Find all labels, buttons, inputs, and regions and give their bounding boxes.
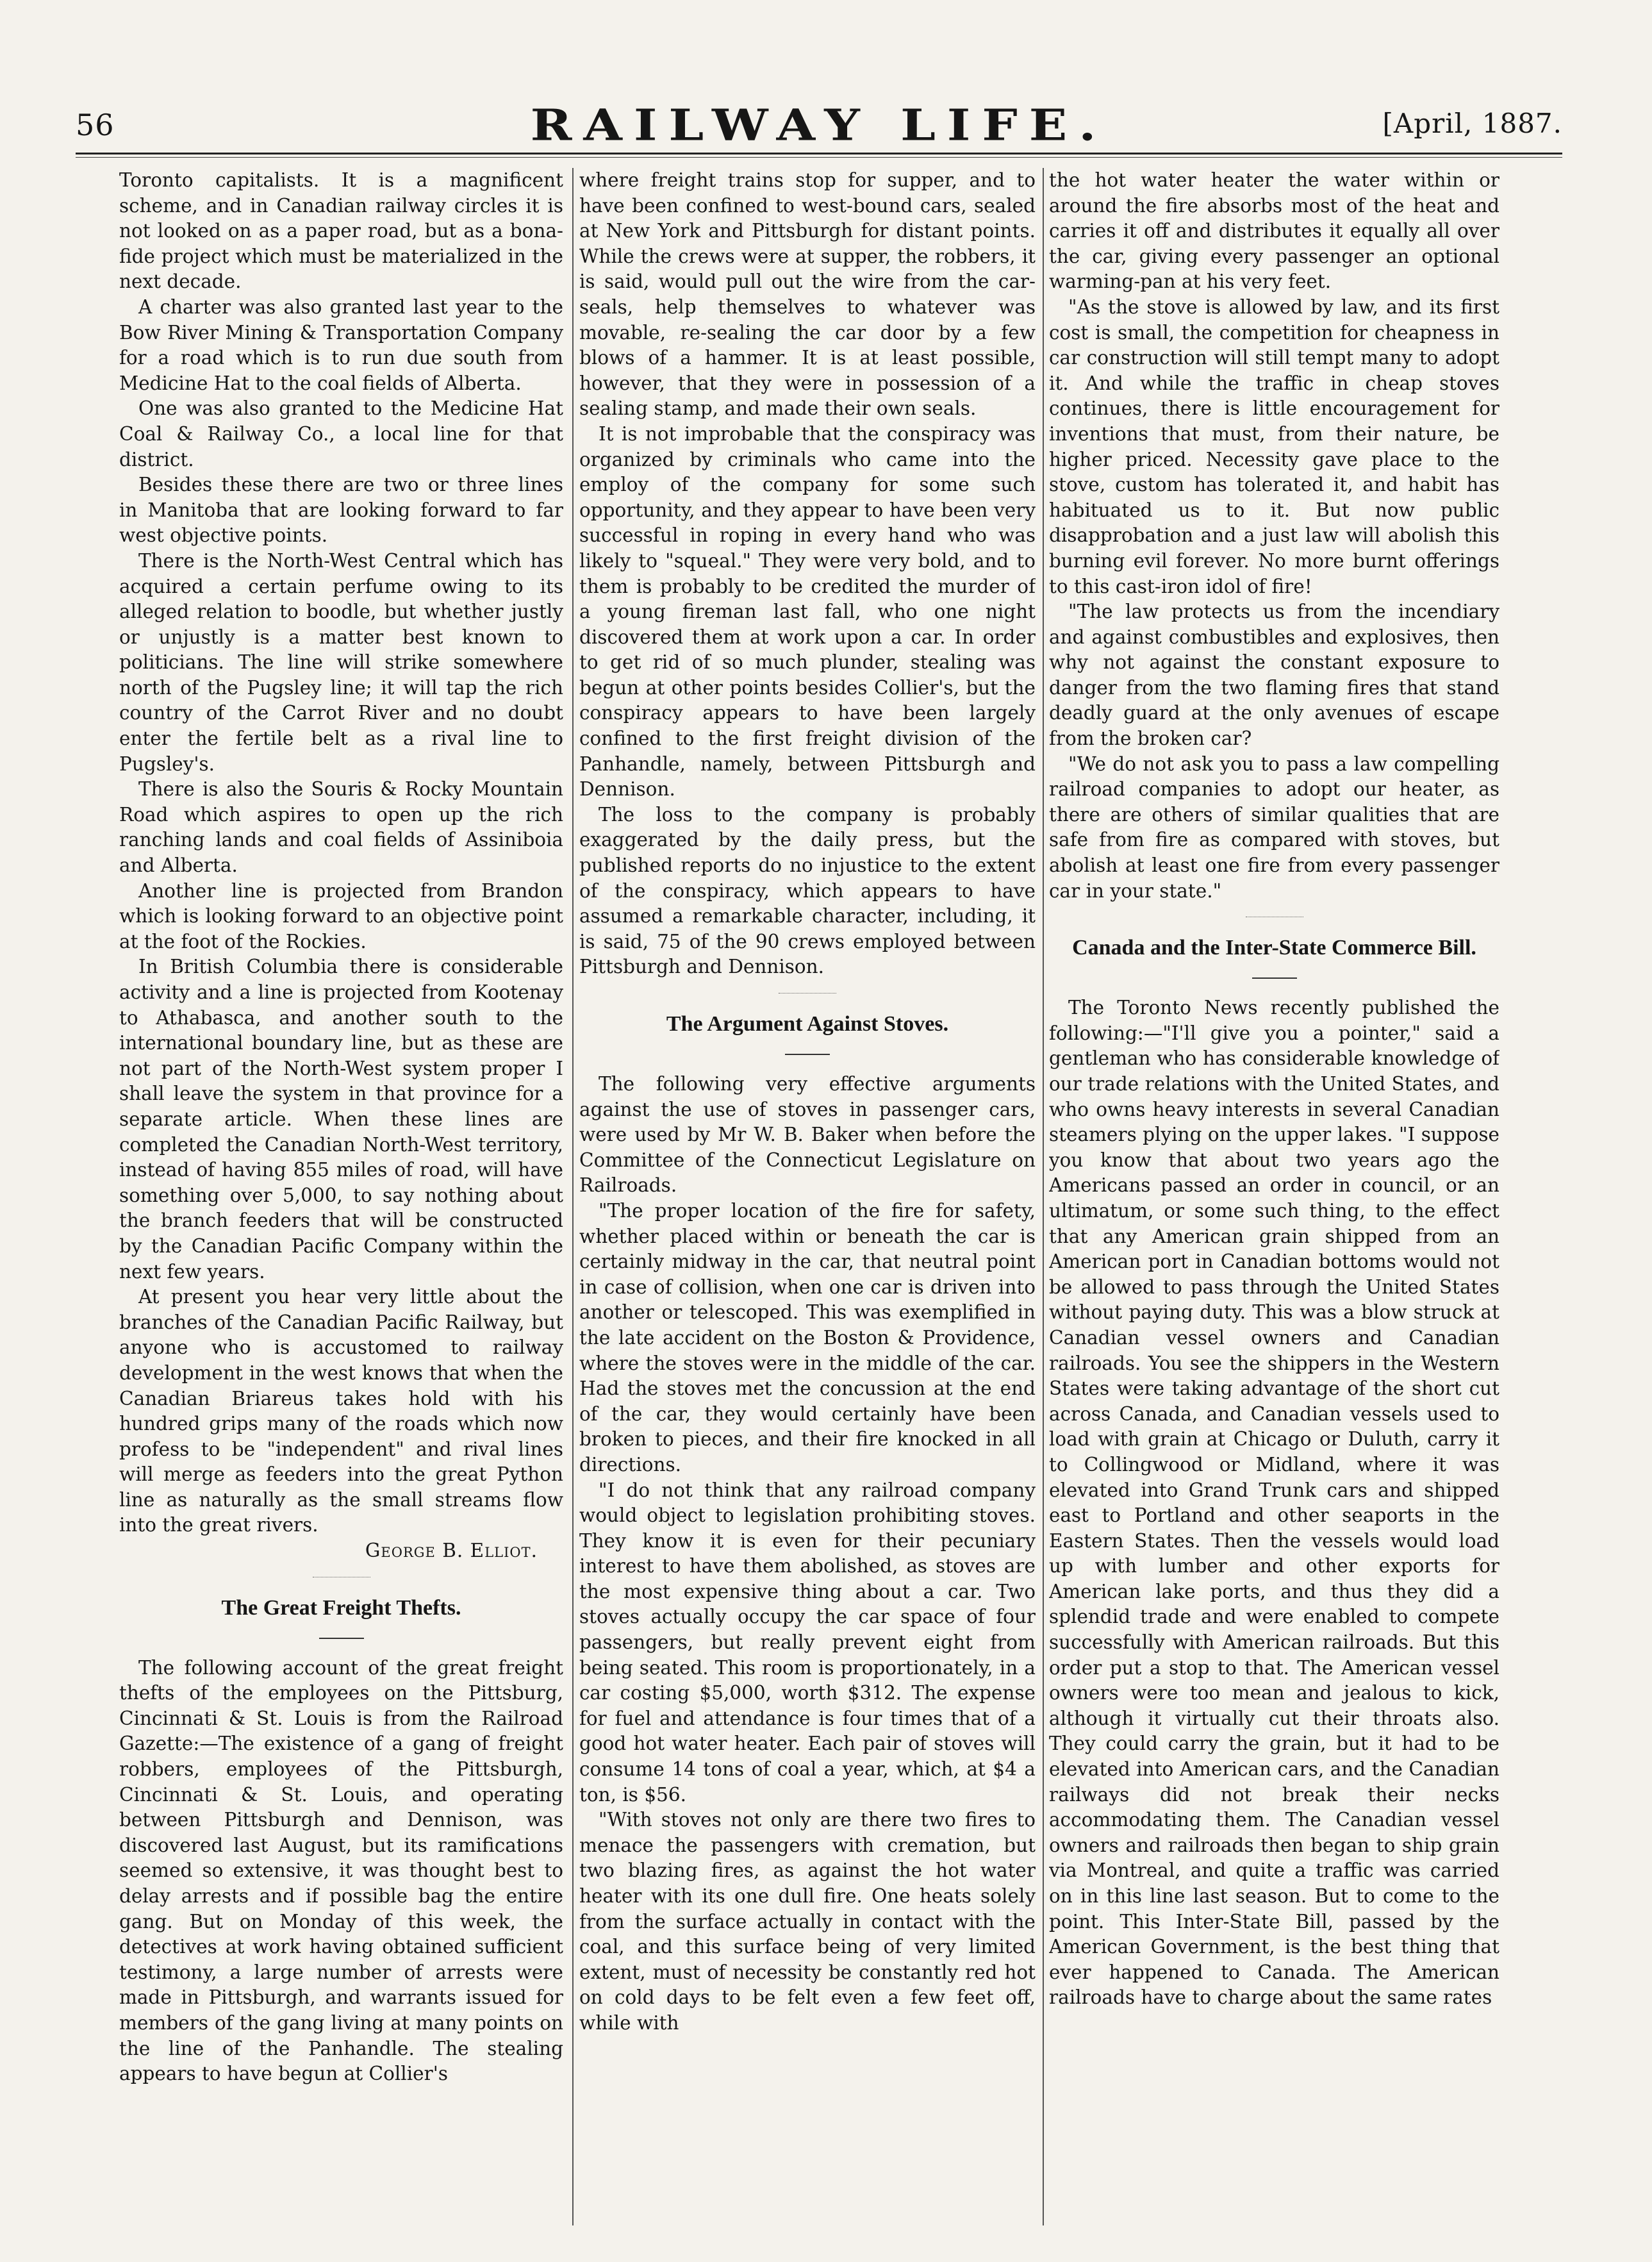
column-divider	[572, 168, 574, 2225]
column-2	[579, 168, 1036, 2229]
heading-rule	[1252, 977, 1297, 979]
paragraph: "With stoves not only are there two fires to menace the passengers with cremation, but two blazing fires, as against the hot water heater with its one dull fire. One heats solely from the surface actually in contact with the coal, and this surface being of very limited extent, must of necessity be constantly red hot on cold days to be felt even a few feet off, while with	[579, 1809, 1036, 2034]
paragraph: The following very effective arguments against the use of stoves in passenger cars, were used by Mr W. B. Baker when before the Committee of the Connecticut Legislature on Railroads.	[579, 1073, 1036, 1197]
paragraph: Besides these there are two or three lines in Manitoba that are looking forward to far west objective points.	[119, 474, 563, 547]
paragraph: There is also the Souris & Rocky Mountain Road which aspires to open up the rich ranching lands and coal fields of Assiniboia and Alberta.	[119, 778, 563, 877]
paragraph: The Toronto News recently published the following:—"I'll give you a pointer," said a gentleman who has considerable knowledge of our trade relations with the United States, and who owns heavy interests in several Canadian steamers plying on the upper lakes. "I suppose you know that about two years ago the Americans passed an order in council, or an ultimatum, or some such thing, to the effect that any American grain shipped from an American port in Canadian bottoms would not be allowed to pass through the United States without paying duty. This was a blow struck at Canadian vessel owners and Canadian railroads. You see the shippers in the Western States were taking advantage of the short cut across Canada, and Canadian vessels used to load with grain at Chicago or Duluth, carry it to Collingwood or Midland, where it was elevated into Grand Trunk cars and shipped east to Portland and other seaports in the Eastern States. Then the vessels would load up with lumber and other exports for American lake ports, and thus they did a splendid trade and were enabled to compete successfully with American railroads. But this order put a stop to that. The American vessel owners were too mean and jealous to kick, although it virtually cut their throats also. They could carry the grain, but it had to be elevated into American cars, and the Canadian railways did not break their necks accommodating them. The Canadian vessel owners and railroads then began to ship grain via Montreal, and quite a traffic was carried on in this line last season. But to come to the point. This Inter-State Bill, passed by the American Government, is the best thing that ever happened to Canada. The American railroads have to charge about the same rates	[1049, 997, 1499, 2009]
paragraph: A charter was also granted last year to the Bow River Mining & Transportation Company for a road which is to run due south from Medicine Hat to the coal fields of Alberta.	[119, 295, 563, 394]
paragraph: "As the stove is allowed by law, and its first cost is small, the competition for cheapness in car construction will still tempt many to adopt it. And while the traffic in cheap stoves continues, there is little encouragement for inventions that must, from their nature, be higher priced. Necessity gave place to the stove, custom has tolerated it, and habit has habituated us to it. But now public disapprobation and a just law will abolish this burning evil forever. No more burnt offerings to this cast-iron idol of fire!	[1049, 295, 1499, 597]
page-number: 56	[76, 108, 115, 142]
paragraph: where freight trains stop for supper, and to have been confined to west-bound cars, sealed at New York and Pittsburgh for distant points. While the crews were at supper, the robbers, it is said, would pull out the wire from the car-seals, help themselves to whatever was movable, re-sealing the car door by a few blows of a hammer. It is at least possible, however, that they were in possession of a sealing stamp, and made their own seals.	[579, 169, 1036, 420]
paragraph: "We do not ask you to pass a law compelling railroad companies to adopt our heater, as there are others of similar qualities that are safe from fire as compared with stoves, but abolish at least one fire from every passenger car in your state."	[1049, 753, 1499, 902]
paragraph: At present you hear very little about the branches of the Canadian Pacific Railway, but anyone who is accustomed to railway development in the west knows that when the Canadian Briareus takes hold with his hundred grips many of the roads which now profess to be "independent" and rival lines will merge as feeders into the great Python line as naturally as the small streams flow into the great rivers.	[119, 1286, 563, 1536]
section-divider	[779, 993, 836, 994]
masthead-rule	[76, 153, 1562, 158]
paragraph: the hot water heater the water within or around the fire absorbs most of the heat and carries it off and distributes it equally all over the car, giving every passenger an optional warming-pan at his very feet.	[1049, 169, 1499, 293]
heading-rule	[319, 1638, 364, 1639]
article-heading: Canada and the Inter-State Commerce Bill.	[1072, 936, 1476, 960]
issue-date: [April, 1887.	[1382, 108, 1562, 139]
paragraph: The following account of the great freight thefts of the employees on the Pittsburg, Cincinnati & St. Louis is from the Railroad Gazette:—The existence of a gang of freight robbers, employees of the Pittsburgh, Cincinnati & St. Louis, and operating between Pittsburgh and Dennison, was discovered last August, but its ramifications seemed so extensive, it was thought best to delay arrests and if possible bag the entire gang. But on Monday of this week, the detectives at work having obtained sufficient testimony, a large number of arrests were made in Pittsburgh, and warrants issued for members of the gang living at many points on the line of the Panhandle. The stealing appears to have begun at Collier's	[119, 1656, 563, 2085]
paragraph: In British Columbia there is considerable activity and a line is projected from Kootenay to Athabasca, and another south to the international boundary line, but as these are not part of the North-West system proper I shall leave the system in that province for a separate article. When these lines are completed the Canadian North-West territory, instead of having 855 miles of road, will have something over 5,000, to say nothing about the branch feeders that will be constructed by the Canadian Pacific Company within the next few years.	[119, 956, 563, 1283]
paragraph: The loss to the company is probably exaggerated by the daily press, but the published reports do no injustice to the extent of the conspiracy, which appears to have assumed a remarkable character, including, it is said, 75 of the 90 crews employed between Pittsburgh and Dennison.	[579, 803, 1036, 978]
paragraph: There is the North-West Central which has acquired a certain perfume owing to its alleged relation to boodle, but whether justly or unjustly is a matter best known to politicians. The line will strike somewhere north of the Pugsley line; it will tap the rich country of the Carrot River and no doubt enter the fertile belt as a rival line to Pugsley's.	[119, 549, 563, 775]
paragraph: "The law protects us from the incendiary and against combustibles and explosives, then why not against the constant exposure to danger from the two flaming fires that stand deadly guard at the only avenues of escape from the broken car?	[1049, 601, 1499, 750]
article-heading: The Argument Against Stoves.	[666, 1012, 949, 1036]
paragraph: One was also granted to the Medicine Hat Coal & Railway Co., a local line for that district.	[119, 397, 563, 470]
paragraph: "The proper location of the fire for safety, whether placed within or beneath the car is certainly midway in the car, that neutral point in case of collision, when one car is driven into another or telescoped. This was exemplified in the late accident on the Boston & Providence, where the stoves were in the middle of the car. Had the stoves met the concussion at the end of the car, they would certainly have been broken to pieces, and their fire knocked in all directions.	[579, 1199, 1036, 1476]
masthead-title: RAILWAY LIFE.	[530, 100, 1108, 151]
author-signature: George B. Elliot.	[365, 1540, 538, 1562]
paragraph: Toronto capitalists. It is a magnificent scheme, and in Canadian railway circles it is not looked on as a paper road, but as a bona-fide project which must be materialized in the next decade.	[119, 169, 563, 293]
paragraph: Another line is projected from Brandon which is looking forward to an objective point at the foot of the Rockies.	[119, 879, 563, 952]
paragraph: It is not improbable that the conspiracy was organized by criminals who came into the employ of the company for some such opportunity, and they appear to have been very successful in roping in every hand who was likely to "squeal." They were very bold, and to them is probably to be credited the murder of a young fireman last fall, who one night discovered them at work upon a car. In order to get rid of so much plunder, stealing was begun at other points besides Collier's, but the conspiracy appears to have been largely confined to the first freight division of the Panhandle, namely, between Pittsburgh and Dennison.	[579, 422, 1036, 801]
column-3	[1049, 168, 1499, 2229]
column-divider	[1043, 168, 1044, 2225]
heading-rule	[785, 1054, 830, 1055]
paragraph: "I do not think that any railroad company would object to legislation prohibiting stoves. They know it is even for their pecuniary interest to have them abolished, as stoves are the most expensive thing about a car. Two stoves actually occupy the car space of four passengers, but really prevent eight from being seated. This room is proportionately, in a car costing $5,000, worth $312. The expense for fuel and attendance is four times that of a good hot water heater. Each pair of stoves will consume 14 tons of coal a year, which, at $4 a ton, is $56.	[579, 1479, 1036, 1806]
column-1	[119, 168, 563, 2229]
article-heading: The Great Freight Thefts.	[221, 1595, 461, 1620]
